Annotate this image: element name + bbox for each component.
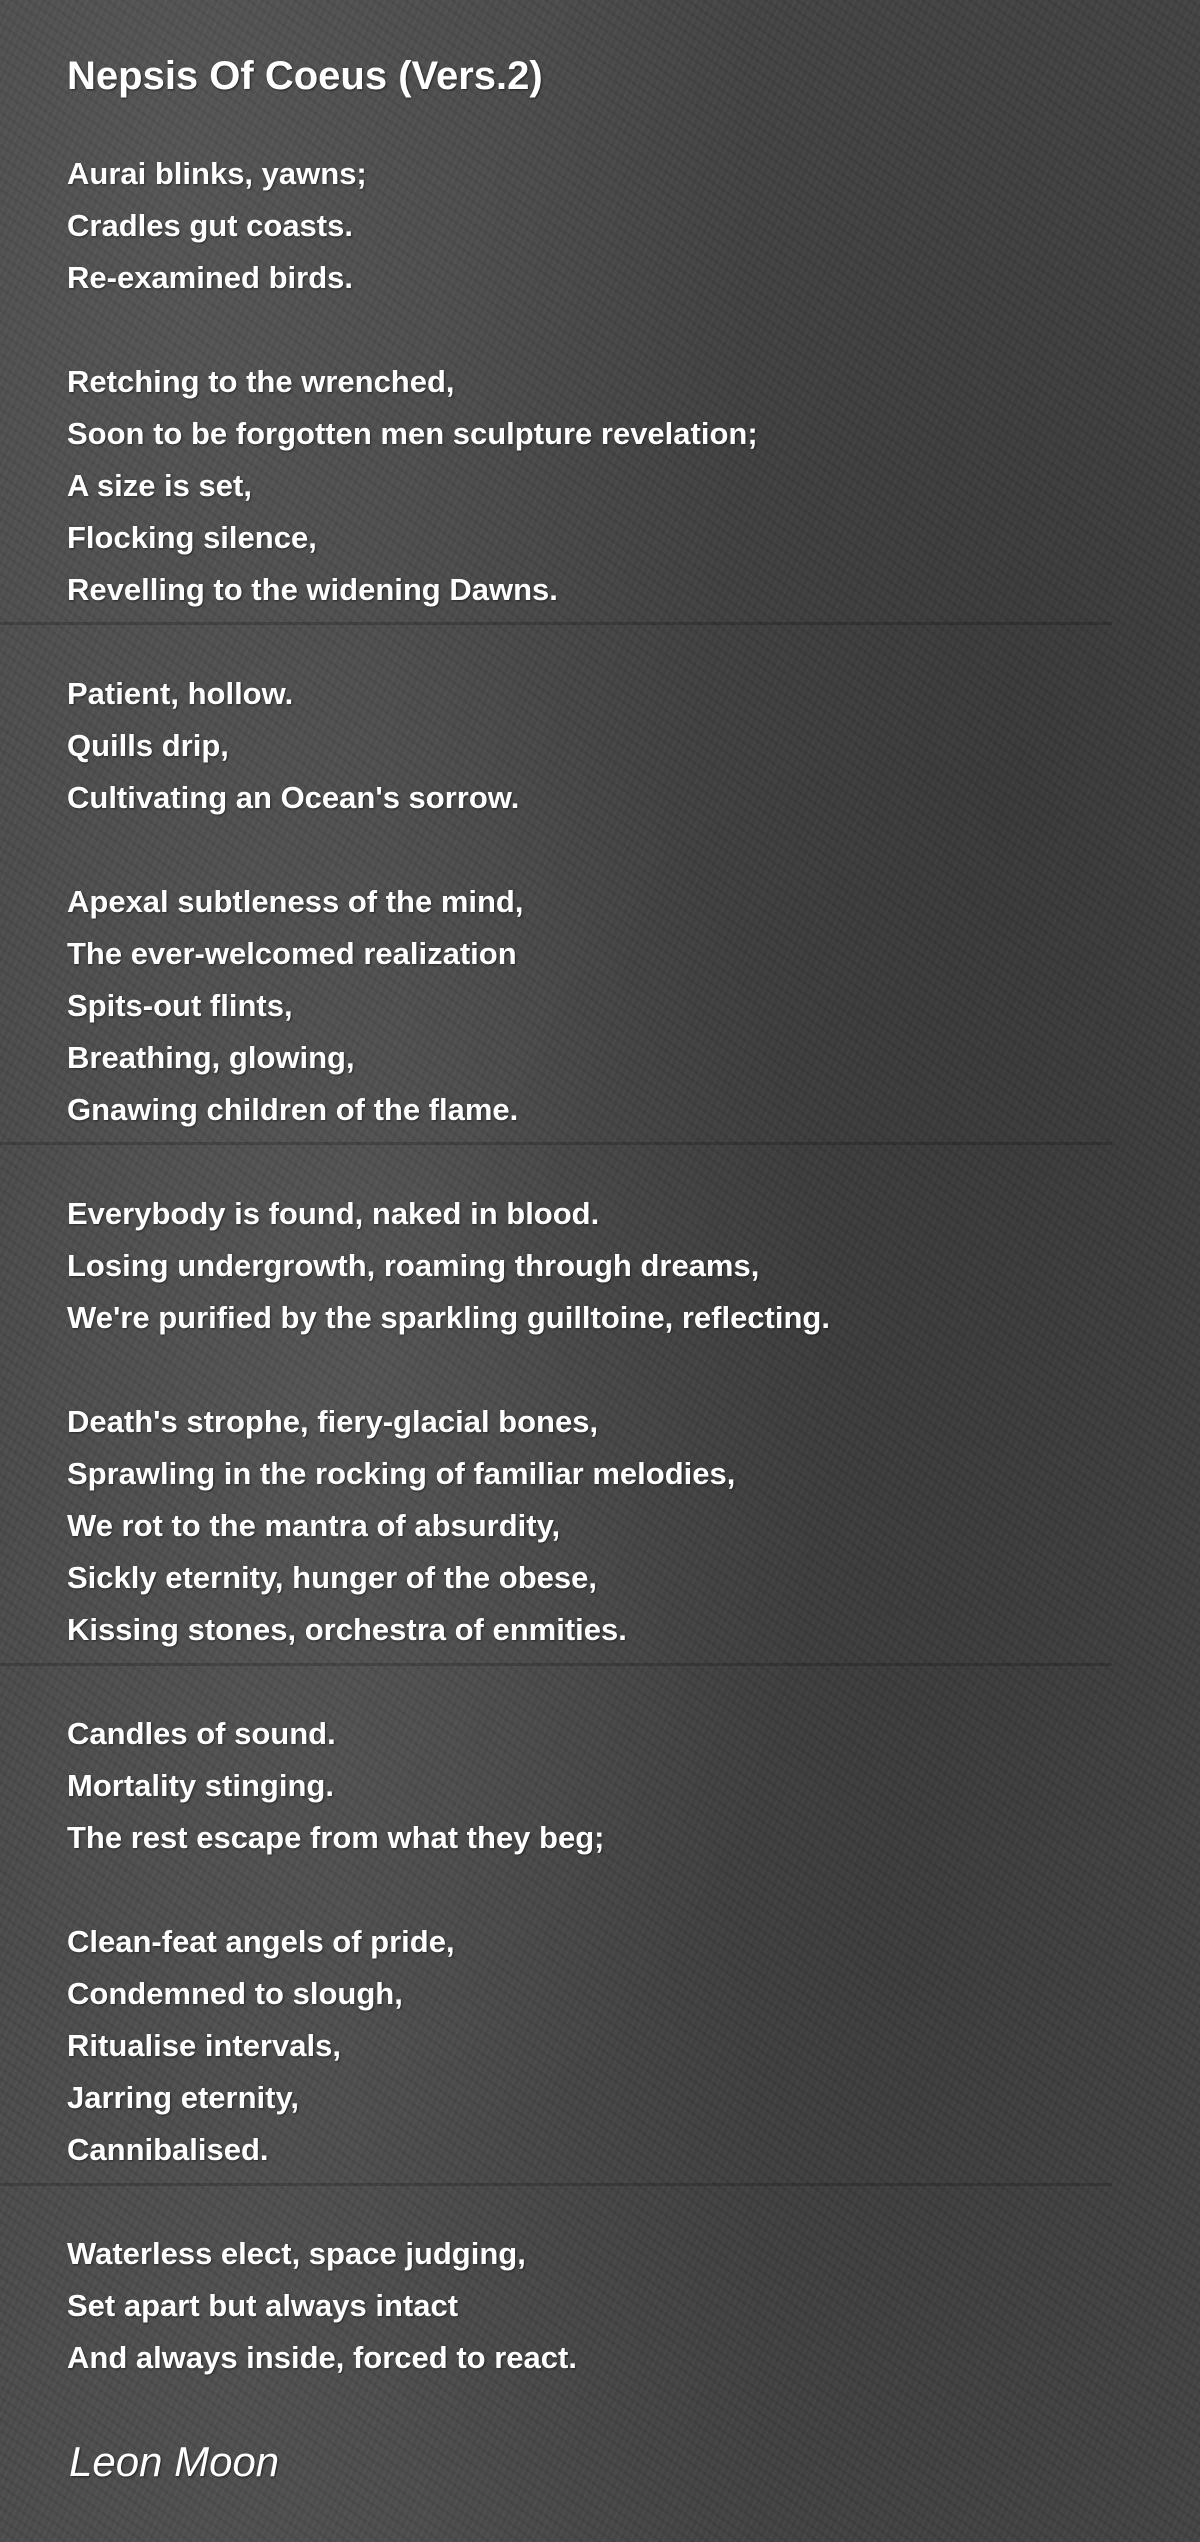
poem-line: And always inside, forced to react.: [67, 2340, 577, 2375]
poem-line: Clean-feat angels of pride,: [67, 1924, 455, 1959]
poem-line: The ever-welcomed realization: [67, 936, 517, 971]
poem-stanza: [67, 1708, 830, 1864]
poem-line: Aurai blinks, yawns;: [67, 156, 367, 191]
poem-body: [67, 148, 830, 2436]
poem-line: Kissing stones, orchestra of enmities.: [67, 1612, 627, 1647]
poem-stanza: [67, 1188, 830, 1344]
poem-line: Cultivating an Ocean's sorrow.: [67, 780, 520, 815]
poem-stanza: [67, 876, 830, 1136]
poem-stanza: [67, 2228, 830, 2384]
poem-line: Sickly eternity, hunger of the obese,: [67, 1560, 597, 1595]
poem-line: Waterless elect, space judging,: [67, 2236, 526, 2271]
poem-line: Spits-out flints,: [67, 988, 293, 1023]
poem-line: The rest escape from what they beg;: [67, 1820, 605, 1855]
poem-line: Everybody is found, naked in blood.: [67, 1196, 600, 1231]
poem-line: Re-examined birds.: [67, 260, 353, 295]
poem-line: Candles of sound.: [67, 1716, 336, 1751]
poem-line: Set apart but always intact: [67, 2288, 459, 2323]
poem-stanza: [67, 668, 830, 824]
poem-line: Jarring eternity,: [67, 2080, 300, 2115]
poem-line: Condemned to slough,: [67, 1976, 403, 2011]
poem-stanza: [67, 1396, 830, 1656]
poem-line: Breathing, glowing,: [67, 1040, 355, 1075]
poem-line: Retching to the wrenched,: [67, 364, 455, 399]
poem-line: Apexal subtleness of the mind,: [67, 884, 524, 919]
poem-line: Death's strophe, fiery-glacial bones,: [67, 1404, 599, 1439]
poem-line: Ritualise intervals,: [67, 2028, 341, 2063]
poem-line: Flocking silence,: [67, 520, 317, 555]
poem-line: A size is set,: [67, 468, 252, 503]
poem-author: Leon Moon: [69, 2438, 280, 2485]
poem-line: Mortality stinging.: [67, 1768, 334, 1803]
poem-stanza: [67, 356, 830, 616]
poem-line: Gnawing children of the flame.: [67, 1092, 519, 1127]
poem-line: Losing undergrowth, roaming through dreams,: [67, 1248, 760, 1283]
poem-line: Revelling to the widening Dawns.: [67, 572, 558, 607]
poem-line: Cradles gut coasts.: [67, 208, 353, 243]
poem-line: Patient, hollow.: [67, 676, 294, 711]
poem-stanza: [67, 1916, 830, 2176]
poem-stanza: [67, 148, 830, 304]
poem-line: We're purified by the sparkling guilltoine, reflecting.: [67, 1300, 830, 1335]
poem-line: Soon to be forgotten men sculpture revelation;: [67, 416, 758, 451]
poem-line: Sprawling in the rocking of familiar melodies,: [67, 1456, 736, 1491]
poem-line: We rot to the mantra of absurdity,: [67, 1508, 561, 1543]
poem-line: Cannibalised.: [67, 2132, 269, 2167]
poem-title: Nepsis Of Coeus (Vers.2): [67, 54, 543, 98]
poem-line: Quills drip,: [67, 728, 229, 763]
